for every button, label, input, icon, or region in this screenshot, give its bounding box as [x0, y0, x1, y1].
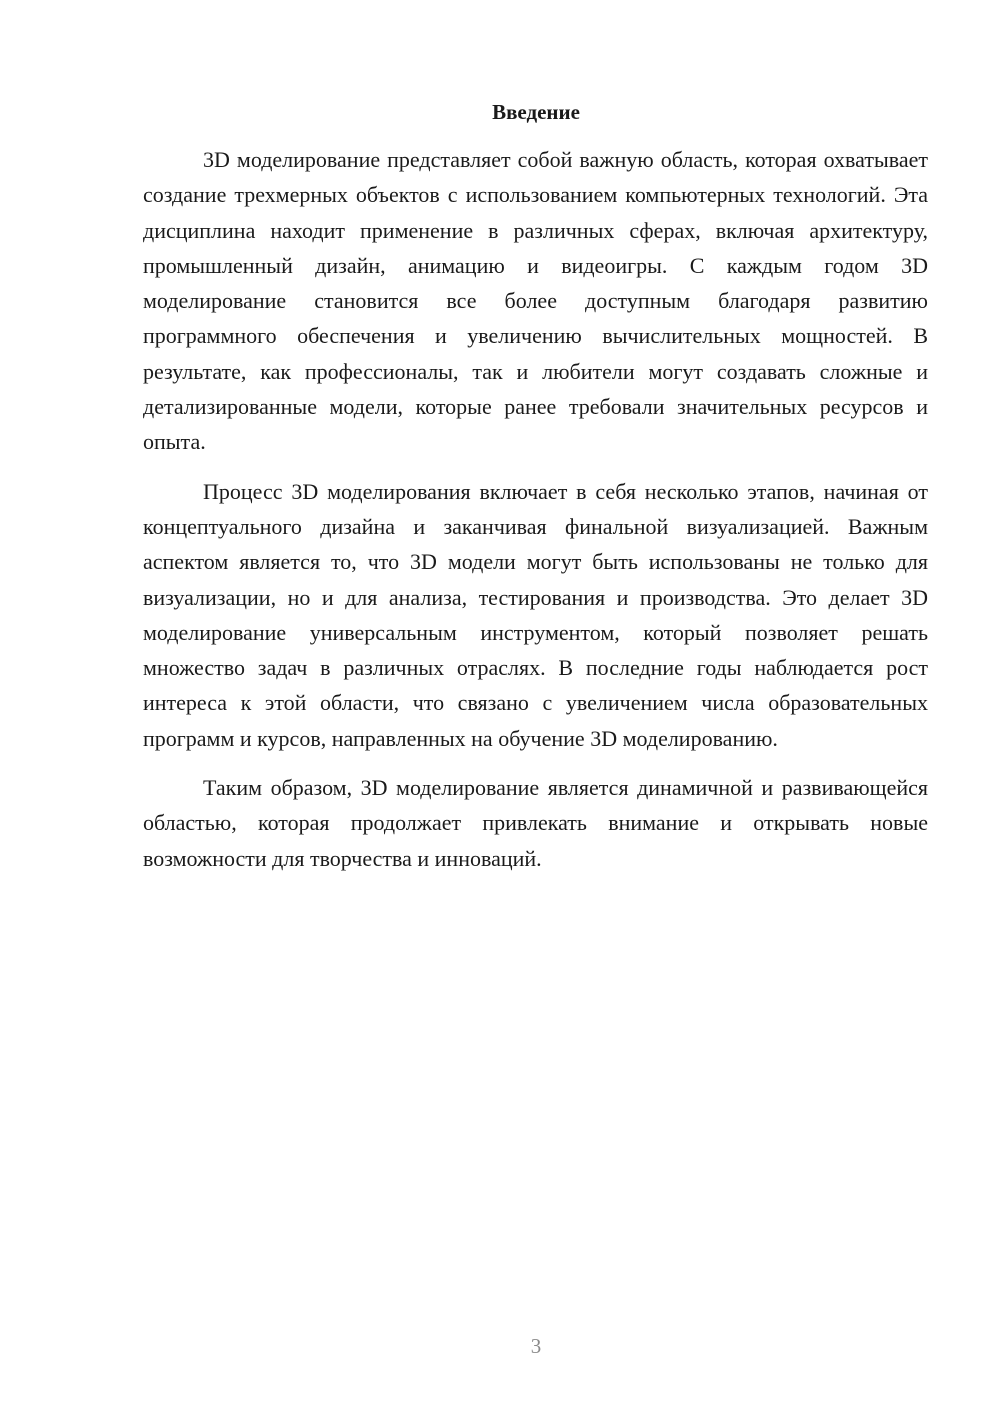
paragraph-3: Таким образом, 3D моделирование является динамичной и развивающейся областью, которая продолжает привлекать внимание и открывать новые возможности для творчества и инноваций.: [143, 775, 928, 871]
body-text: [143, 142, 928, 876]
paragraph-2: Процесс 3D моделирования включает в себя несколько этапов, начиная от концептуального дизайна и заканчивая финальной визуализацией. Важным аспектом является то, что 3D модели могут быть использованы не только для визуализации, но и для анализа, тестирования и производства. Это делает 3D моделирование универсальным инструментом, который позволяет решать множество задач в различных отраслях. В последние годы наблюдается рост интереса к этой области, что связано с увеличением числа образовательных программ и курсов, направленных на обучение 3D моделированию.: [143, 478, 928, 751]
page-number: 3: [530, 1334, 542, 1358]
section-heading: Введение: [492, 100, 580, 124]
paragraph-1: 3D моделирование представляет собой важную область, которая охватывает создание трехмерных объектов с использованием компьютерных технологий. Эта дисциплина находит применение в различных сферах, включая архитектуру, промышленный дизайн, анимацию и видеоигры. С каждым годом 3D моделирование становится все более доступным благодаря развитию программного обеспечения и увеличению вычислительных мощностей. В результате, как профессионалы, так и любители могут создавать сложные и детализированные модели, которые ранее требовали значительных ресурсов и опыта.: [143, 147, 928, 455]
